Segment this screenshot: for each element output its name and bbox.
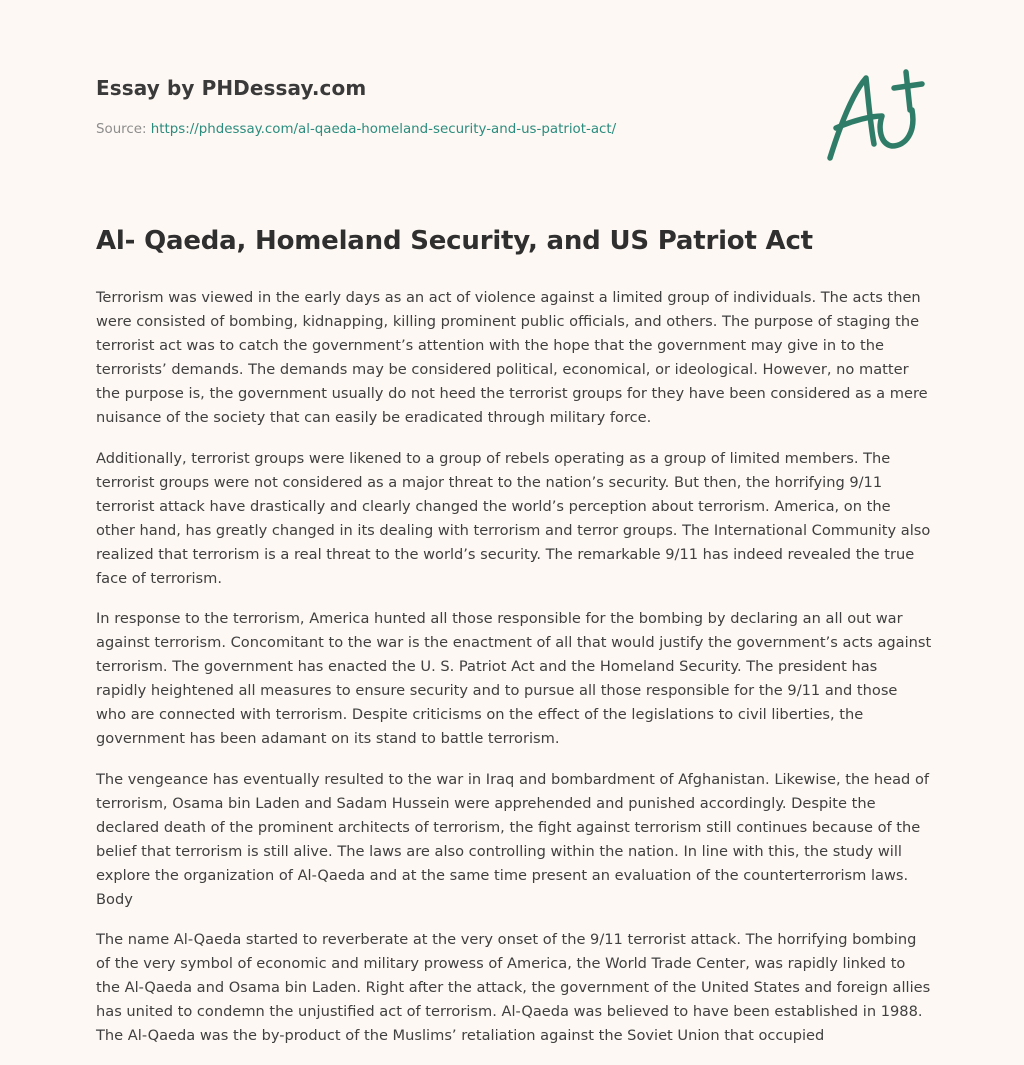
essay-title: Al- Qaeda, Homeland Security, and US Patriot Act xyxy=(96,226,813,256)
essay-body xyxy=(96,286,932,1065)
essay-paragraph: Terrorism was viewed in the early days as an act of violence against a limited group of individuals. The acts then were consisted of bombing, kidnapping, killing prominent public officials, and others. The purpose of staging the terrorist act was to catch the government’s attention with the hope that the government may give in to the terrorists’ demands. The demands may be considered political, economical, or ideological. However, no matter the purpose is, the government usually do not heed the terrorist groups for they have been considered as a mere nuisance of the society that can easily be eradicated through military force. xyxy=(96,289,928,426)
source-line xyxy=(96,122,796,137)
a-plus-logo-icon xyxy=(820,66,930,166)
a-plus-logo-svg xyxy=(820,66,930,166)
essay-paragraph: The vengeance has eventually resulted to the war in Iraq and bombardment of Afghanistan. Likewise, the head of terrorism, Osama bin Laden and Sadam Hussein were apprehended and punished accordingly. Despite the declared death of the prominent architects of terrorism, the fight against terrorism still continues because of the belief that terrorism is still alive. The laws are also controlling within the nation. In line with this, the study will explore the organization of Al-Qaeda and at the same time present an evaluation of the counterterrorism laws. Body xyxy=(96,770,930,908)
essay-paragraph: The name Al-Qaeda started to reverberate at the very onset of the 9/11 terrorist attack. The horrifying bombing of the very symbol of economic and military prowess of America, the World Trade Center, was rapidly linked to the Al-Qaeda and Osama bin Laden. Right after the attack, the government of the United States and foreign allies has united to condemn the unjustified act of terrorism. Al-Qaeda was believed to have been established in 1988. The Al-Qaeda was the by-product of the Muslims’ retaliation against the Soviet Union that occupied xyxy=(96,931,931,1044)
page-header xyxy=(96,76,796,137)
site-title: Essay by PHDessay.com xyxy=(96,76,367,100)
source-link[interactable]: https://phdessay.com/al-qaeda-homeland-security-and-us-patriot-act/ xyxy=(150,122,617,137)
source-label: Source: xyxy=(96,122,147,137)
essay-paragraph: Additionally, terrorist groups were likened to a group of rebels operating as a group of limited members. The terrorist groups were not considered as a major threat to the nation’s security. But then, the horrifying 9/11 terrorist attack have drastically and clearly changed the world’s perception about terrorism. America, on the other hand, has greatly changed in its dealing with terrorism and terror groups. The International Community also realized that terrorism is a real threat to the world’s security. The remarkable 9/11 has indeed revealed the true face of terrorism. xyxy=(96,449,931,587)
essay-paragraph: In response to the terrorism, America hunted all those responsible for the bombing by declaring an all out war against terrorism. Concomitant to the war is the enactment of all that would justify the government’s acts against terrorism. The government has enacted the U. S. Patriot Act and the Homeland Security. The president has rapidly heightened all measures to ensure security and to pursue all those responsible for the 9/11 and those who are connected with terrorism. Despite criticisms on the effect of the legislations to civil liberties, the government has been adamant on its stand to battle terrorism. xyxy=(96,610,932,747)
